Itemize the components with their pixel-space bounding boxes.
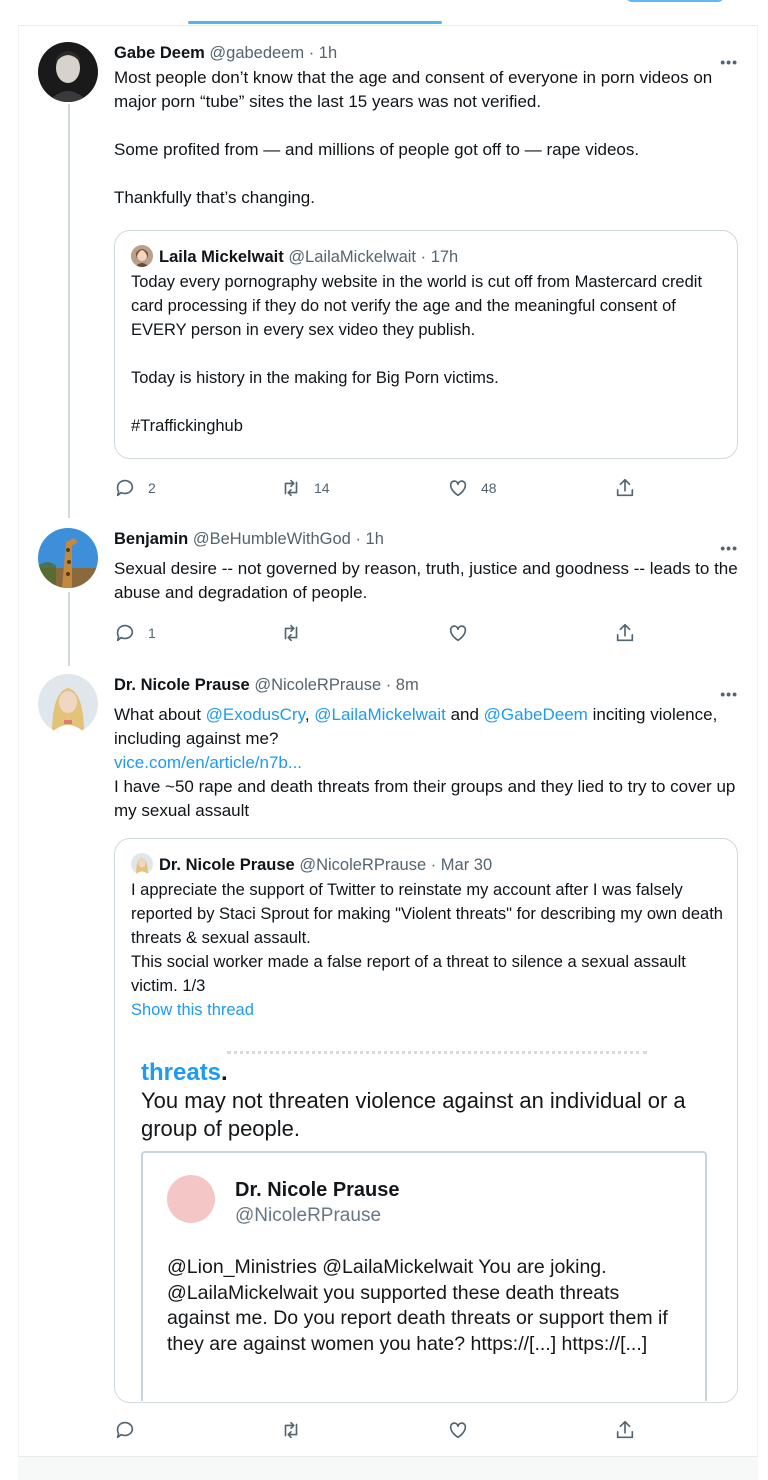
quoted-paragraph: This social worker made a false report of a threat to silence a sexual assault victim. 1/3 [131, 953, 686, 995]
image-heading-word: threats [141, 1059, 222, 1086]
mention-link[interactable]: @ExodusCry [205, 705, 305, 724]
display-name[interactable]: Benjamin [114, 530, 189, 548]
tweet-text-segment: inciting violence, including against me? [114, 705, 718, 748]
reply-button[interactable] [114, 1418, 136, 1442]
show-thread-link[interactable]: Show this thread [131, 1001, 254, 1019]
image-rule-text: You may not threaten violence against an individual or a group of people. [141, 1088, 686, 1141]
hashtag[interactable]: #Traffickinghub [131, 417, 243, 435]
tweet-text [114, 66, 738, 210]
reply-count: 2 [148, 480, 156, 496]
timestamp: · Mar 30 [430, 856, 493, 874]
image-crop-edge [227, 1051, 647, 1055]
image-card-text: @Lion_Ministries @LailaMickelwait You are joking. @LailaMickelwait you supported these death threats against me. Do you report death threats or support them if they are against women you hate? https://[...] https://[...] [167, 1256, 668, 1355]
share-button[interactable] [614, 621, 636, 645]
image-heading [141, 1059, 228, 1087]
retweet-button[interactable] [280, 476, 330, 500]
reply-icon [114, 622, 136, 644]
retweet-icon [280, 477, 302, 499]
tweet-text: Sexual desire -- not governed by reason, truth, justice and goodness -- leads to the abuse and degradation of people. [114, 559, 738, 602]
more-icon[interactable]: ••• [720, 686, 738, 702]
image-card-handle: @NicoleRPrause [235, 1205, 382, 1226]
tweet-nicole-prause[interactable] [38, 674, 738, 1444]
like-icon [447, 1419, 469, 1441]
reply-icon [114, 1419, 136, 1441]
quoted-paragraph: Today every pornography website in the world is cut off from Mastercard credit card processing if they do not verify the age and the meaningful consent of EVERY person in every sex video they publish. [131, 273, 703, 339]
avatar[interactable] [38, 674, 98, 734]
quoted-tweet[interactable] [114, 838, 738, 1403]
display-name: Laila Mickelwait [159, 248, 284, 266]
reply-button[interactable] [114, 621, 156, 645]
quoted-tweet[interactable] [114, 230, 738, 459]
like-button[interactable] [447, 621, 469, 645]
user-handle: @NicoleRPrause [299, 856, 427, 874]
reply-icon [114, 477, 136, 499]
like-icon [447, 477, 469, 499]
reply-button[interactable] [114, 476, 156, 500]
mention-link[interactable]: @LailaMickelwait [314, 705, 446, 724]
tweet-paragraph: Some profited from — and millions of people got off to — rape videos. [114, 140, 640, 159]
quoted-paragraph: Today is history in the making for Big Porn victims. [131, 369, 499, 387]
like-icon [447, 622, 469, 644]
user-handle[interactable]: @BeHumbleWithGod [192, 530, 351, 548]
tweet-gabe-deem[interactable] [38, 42, 738, 512]
avatar [131, 853, 153, 875]
user-handle: @LailaMickelwait [288, 248, 417, 266]
quoted-paragraph: I appreciate the support of Twitter to reinstate my account after I was falsely reported by Staci Sprout for making "Violent threats" for describing my own death threats & sexual assault. [131, 881, 723, 947]
quoted-header [131, 245, 723, 268]
share-button[interactable] [614, 476, 636, 500]
top-tab-strip [0, 0, 768, 26]
top-button-fragment[interactable] [626, 0, 724, 2]
like-count: 48 [481, 480, 497, 496]
retweet-button[interactable] [280, 621, 302, 645]
retweet-button[interactable] [280, 1418, 302, 1442]
tweet-header [114, 42, 738, 64]
quoted-text [131, 270, 723, 438]
image-heading-dot: . [221, 1059, 228, 1086]
like-button[interactable] [447, 1418, 469, 1442]
share-icon [614, 622, 636, 644]
retweet-icon [280, 1419, 302, 1441]
retweet-icon [280, 622, 302, 644]
display-name[interactable]: Dr. Nicole Prause [114, 676, 250, 694]
display-name: Dr. Nicole Prause [159, 856, 295, 874]
tweet-actions [114, 621, 644, 645]
article-link[interactable]: vice.com/en/article/n7b... [114, 753, 303, 772]
quoted-text [131, 878, 723, 1022]
tweet-header [114, 674, 738, 696]
tweet-paragraph: Most people don’t know that the age and consent of everyone in porn videos on major porn “tube” sites the last 15 years was not verified. [114, 68, 713, 111]
user-handle[interactable]: @gabedeem [209, 44, 305, 62]
image-embedded-tweet [141, 1151, 707, 1401]
reply-count: 1 [148, 625, 156, 641]
image-card-name: Dr. Nicole Prause [235, 1179, 400, 1201]
timestamp[interactable]: · 8m [385, 676, 419, 694]
avatar[interactable] [38, 528, 98, 588]
quoted-header [131, 853, 723, 876]
share-icon [614, 477, 636, 499]
tweet-actions [114, 1418, 644, 1442]
tweet-paragraph: Thankfully that’s changing. [114, 188, 315, 207]
more-icon[interactable]: ••• [720, 540, 738, 556]
timestamp: · 17h [420, 248, 459, 266]
tweet-text-segment: , [304, 705, 315, 724]
next-tweet-fragment [18, 1457, 758, 1480]
avatar [167, 1175, 215, 1223]
like-button[interactable] [447, 476, 497, 500]
timestamp[interactable]: · 1h [355, 530, 384, 548]
display-name[interactable]: Gabe Deem [114, 44, 205, 62]
tweet-text-segment: and [445, 705, 484, 724]
tweet-text [114, 703, 738, 823]
tweet-benjamin[interactable] [38, 528, 738, 648]
retweet-count: 14 [314, 480, 330, 496]
quoted-image[interactable] [137, 1051, 737, 1401]
tweet-header [114, 528, 738, 550]
mention-link[interactable]: @GabeDeem [483, 705, 588, 724]
share-button[interactable] [614, 1418, 636, 1442]
tweet-actions [114, 476, 644, 500]
avatar[interactable] [38, 42, 98, 102]
share-icon [614, 1419, 636, 1441]
tweet-paragraph: I have ~50 rape and death threats from their groups and they lied to try to cover up my sexual assault [114, 777, 736, 820]
timestamp[interactable]: · 1h [308, 44, 338, 62]
avatar [131, 245, 153, 267]
tweet-text-segment: What about [114, 705, 206, 724]
more-icon[interactable]: ••• [720, 54, 738, 70]
active-tab-indicator [188, 21, 442, 24]
user-handle[interactable]: @NicoleRPrause [254, 676, 382, 694]
